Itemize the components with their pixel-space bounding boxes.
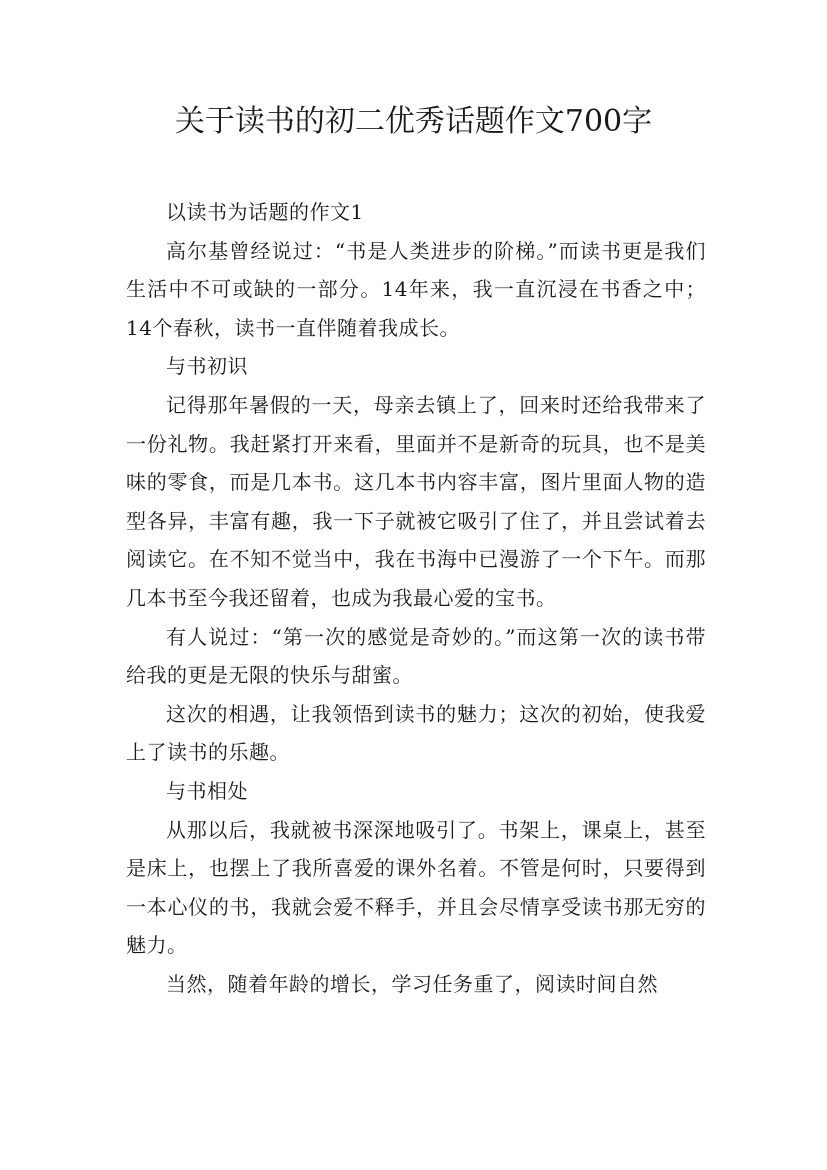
paragraph: 当然，随着年龄的增长，学习任务重了，阅读时间自然 [166, 971, 658, 996]
section-heading: 以读书为话题的作文1 [166, 200, 364, 224]
document-body [126, 193, 706, 1003]
section-heading: 与书初识 [166, 354, 248, 379]
document-title: 关于读书的初二优秀话题作文700字 [174, 104, 653, 139]
paragraph: 记得那年暑假的一天，母亲去镇上了，回来时还给我带来了一份礼物。我赶紧打开来看，里面并不是新奇的玩具，也不是美味的零食，而是几本书。这几本书内容丰富，图片里面人物的造型各异，丰富有趣，我一下子就被它吸引了住了，并且尝试着去阅读它。在不知不觉当中，我在书海中已漫游了一个下午。而那几本书至今我还留着，也成为我最心爱的宝书。 [126, 392, 706, 610]
paragraph: 这次的相遇，让我领悟到读书的魅力；这次的初始，使我爱上了读书的乐趣。 [126, 701, 706, 765]
paragraph: 高尔基曾经说过：“书是人类进步的阶梯。”而读书更是我们生活中不可或缺的一部分。14年来，我一直沉浸在书香之中；14个春秋，读书一直伴随着我成长。 [126, 238, 706, 340]
section-heading: 与书相处 [166, 778, 248, 803]
paragraph: 从那以后，我就被书深深地吸引了。书架上，课桌上，甚至是床上，也摆上了我所喜爱的课外名着。不管是何时，只要得到一本心仪的书，我就会爱不释手，并且会尽情享受读书那无穷的魅力。 [126, 817, 706, 958]
paragraph: 有人说过：“第一次的感觉是奇妙的。”而这第一次的读书带给我的更是无限的快乐与甜蜜。 [126, 624, 706, 688]
